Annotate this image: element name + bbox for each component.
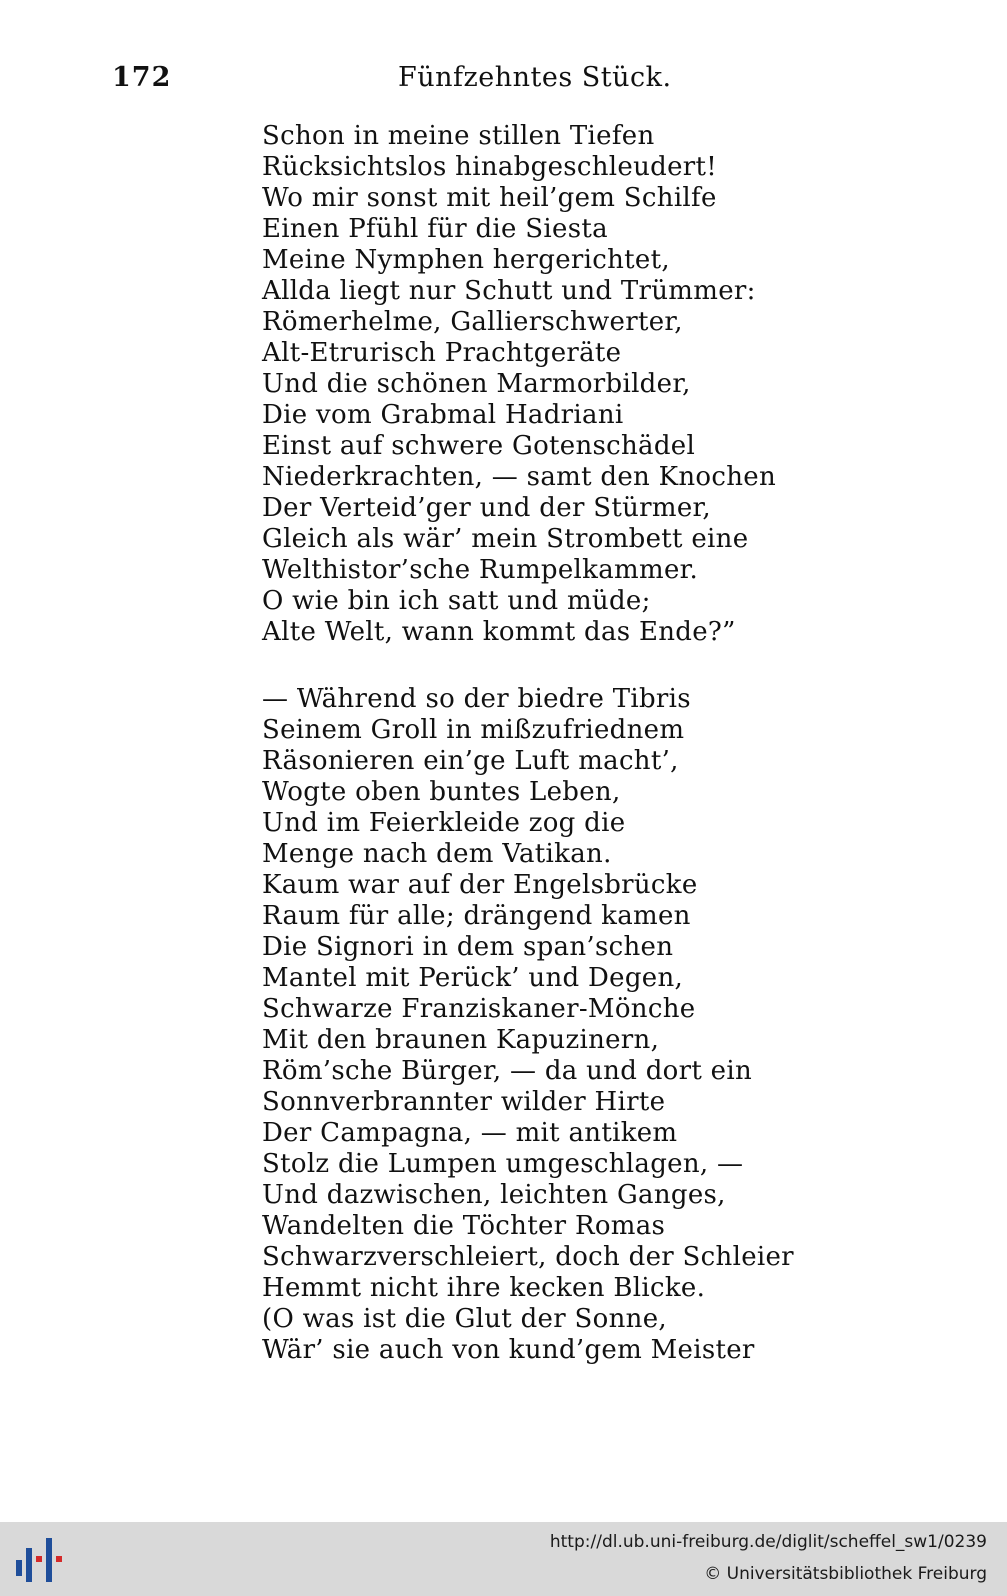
logo-bar-blue-1 (16, 1560, 22, 1576)
verse-line: Einen Pfühl für die Siesta (262, 214, 608, 244)
verse-line: — Während so der biedre Tibris (262, 684, 691, 714)
verse-line: Menge nach dem Vatikan. (262, 839, 612, 869)
verse-line: (O was ist die Glut der Sonne, (262, 1304, 667, 1334)
verse-line: Und dazwischen, leichten Ganges, (262, 1180, 726, 1210)
verse-line: Römerhelme, Gallierschwerter, (262, 307, 683, 337)
verse-line: Kaum war auf der Engelsbrücke (262, 870, 698, 900)
verse-line: Schwarze Franziskaner-Mönche (262, 994, 696, 1024)
verse-line: Und im Feierkleide zog die (262, 808, 626, 838)
verse-line: Seinem Groll in mißzufriednem (262, 715, 685, 745)
verse-line: Meine Nymphen hergerichtet, (262, 245, 670, 275)
source-url-link[interactable]: http://dl.ub.uni-freiburg.de/diglit/scheffel_sw1/0239 (549, 1532, 987, 1552)
logo-bar-red (36, 1556, 42, 1562)
verse-line: Hemmt nicht ihre kecken Blicke. (262, 1273, 706, 1303)
verse-line: Wo mir sonst mit heil’gem Schilfe (262, 183, 717, 213)
verse-line: Niederkrachten, — samt den Knochen (262, 462, 776, 492)
copyright-notice: © Universitätsbibliothek Freiburg (704, 1564, 987, 1584)
verse-line: Räsonieren ein’ge Luft macht’, (262, 746, 679, 776)
verse-line: Welthistor’sche Rumpelkammer. (262, 555, 699, 585)
verse-line: Mit den braunen Kapuzinern, (262, 1025, 660, 1055)
page-number: 172 (112, 62, 172, 93)
verse-line: Einst auf schwere Gotenschädel (262, 431, 696, 461)
verse-line: Mantel mit Perück’ und Degen, (262, 963, 684, 993)
verse-line: Raum für alle; drängend kamen (262, 901, 691, 931)
verse-line: Wär’ sie auch von kund’gem Meister (262, 1335, 755, 1365)
verse-line: Die vom Grabmal Hadriani (262, 400, 624, 430)
verse-line: Sonnverbrannter wilder Hirte (262, 1087, 666, 1117)
viewer-footer (0, 1522, 1007, 1596)
verse-line: Rücksichtslos hinabgeschleudert! (262, 152, 718, 182)
logo-bar-blue-2 (26, 1548, 32, 1582)
verse-line: Stolz die Lumpen umgeschlagen, — (262, 1149, 744, 1179)
verse-line: Gleich als wär’ mein Strombett eine (262, 524, 749, 554)
verse-line: Die Signori in dem span’schen (262, 932, 674, 962)
verse-line: Wogte oben buntes Leben, (262, 777, 621, 807)
verse-line: Schwarzverschleiert, doch der Schleier (262, 1242, 794, 1272)
stanza-2 (262, 684, 794, 1366)
stanza-1 (262, 121, 782, 648)
running-title: Fünfzehntes Stück. (398, 62, 672, 93)
logo-bar-red-2 (56, 1556, 62, 1562)
verse-line: Alte Welt, wann kommt das Ende?” (262, 617, 736, 647)
verse-line: Allda liegt nur Schutt und Trümmer: (262, 276, 756, 306)
verse-line: Der Campagna, — mit antikem (262, 1118, 678, 1148)
verse-line: Alt-Etrurisch Prachtgeräte (262, 338, 622, 368)
verse-line: Wandelten die Töchter Romas (262, 1211, 666, 1241)
verse-line: Schon in meine stillen Tiefen (262, 121, 655, 151)
verse-line: Und die schönen Marmorbilder, (262, 369, 691, 399)
verse-line: O wie bin ich satt und müde; (262, 586, 651, 616)
logo-bar-blue-3 (46, 1538, 52, 1582)
ub-freiburg-logo-icon[interactable] (10, 1534, 66, 1586)
verse-line: Röm’sche Bürger, — da und dort ein (262, 1056, 753, 1086)
verse-line: Der Verteid’ger und der Stürmer, (262, 493, 711, 523)
